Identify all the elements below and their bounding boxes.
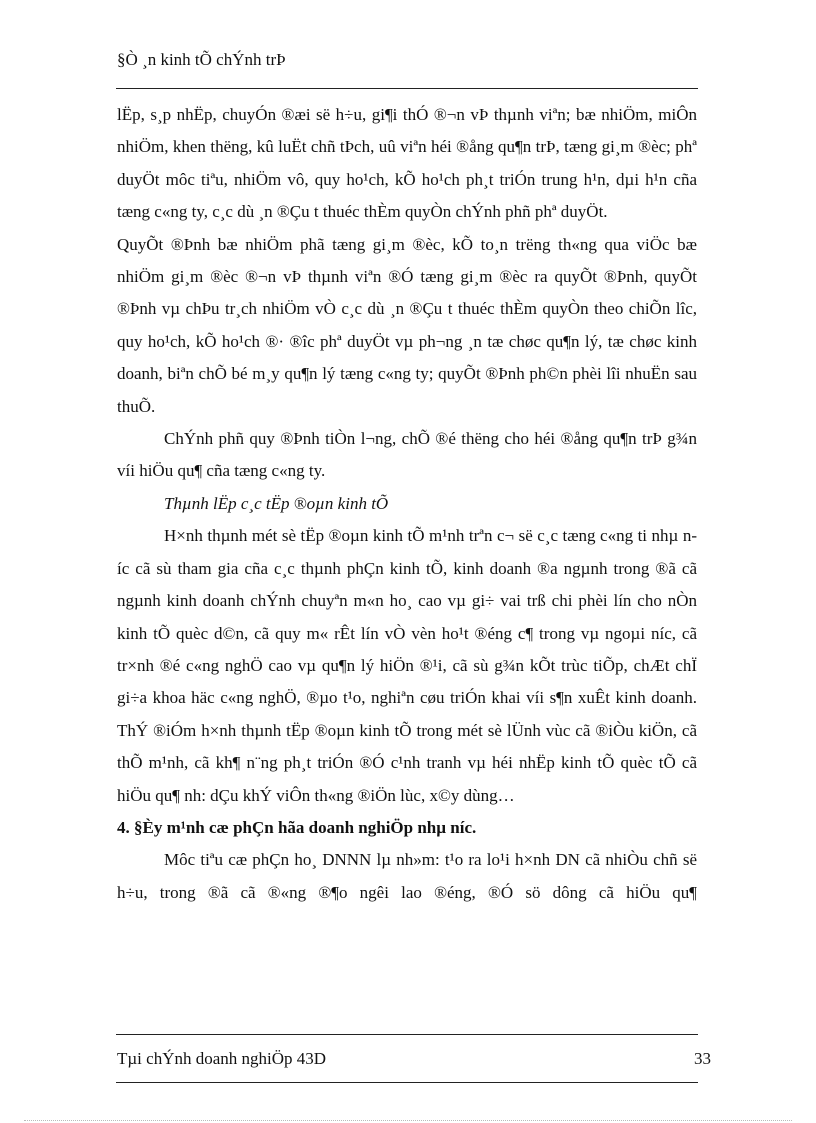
- footer-title: Tµi chÝnh doanh nghiÖp 43D: [117, 1049, 327, 1068]
- paragraph: ChÝnh phñ quy ®Þnh tiÒn l¬ng, chÕ ®é thëng cho héi ®ång qu¶n trÞ g¾n víi hiÖu qu¶ cña tæng c«ng ty.: [117, 429, 697, 481]
- footer-rule-bottom: [116, 1082, 698, 1083]
- paragraph: lËp, s¸p nhËp, chuyÓn ®æi së h÷u, gi¶i thÓ ®¬n vÞ thµnh viªn; bæ nhiÖm, miÔn nhiÖm, khen thëng, kû luËt chñ tÞch, uû viªn héi ®ång qu¶n trÞ, tæng gi¸m ®èc; phª duyÖt môc tiªu, nhiÖm vô, quy ho¹ch, kÕ ho¹ch ph¸t triÓn trung h¹n, dµi h¹n cña tæng c«ng ty, c¸c dù ¸n ®Çu t thuéc thÈm quyÒn chÝnh phñ phª duyÖt.: [117, 105, 697, 222]
- paragraph: QuyÕt ®Þnh bæ nhiÖm phã tæng gi¸m ®èc, kÕ to¸n trëng th«ng qua viÖc bæ nhiÖm gi¸m ®èc ®¬n vÞ thµnh viªn ®Ó tæng gi¸m ®èc ra quyÕt ®Þnh, quyÕt ®Þnh vµ chÞu tr¸ch nhiÖm vÒ c¸c dù ¸n ®Çu t thuéc thÈm quyÒn theo chiÕn lîc, quy ho¹ch, kÕ ho¹ch ®· ®îc phª duyÖt vµ ph¬ng ¸n tæ chøc qu¶n lý, tæ chøc kinh doanh, biªn chÕ bé m¸y qu¶n lý tæng c«ng ty; quyÕt ®Þnh ph©n phèi lîi nhuËn sau thuÕ.: [117, 234, 697, 416]
- page-edge-dotted-line: [24, 1120, 792, 1121]
- running-footer: [117, 1049, 711, 1069]
- paragraph: Môc tiªu cæ phÇn ho¸ DNNN lµ nh»m: t¹o ra lo¹i h×nh DN cã nhiÒu chñ së h÷u, trong ®ã cã ®«ng ®¶o ngêi lao ®éng, ®Ó sö dông cã hiÖu qu¶: [117, 850, 697, 902]
- section-heading: 4. §Èy m¹nh cæ phÇn hãa doanh nghiÖp nhµ níc.: [117, 817, 477, 837]
- header-rule: [116, 88, 698, 89]
- section-subheading: Thµnh lËp c¸c tËp ®oµn kinh tÕ: [164, 493, 389, 513]
- page-number: 33: [694, 1049, 711, 1068]
- running-header: §Ò ¸n kinh tÕ chÝnh trÞ: [117, 50, 286, 69]
- paragraph: H×nh thµnh mét sè tËp ®oµn kinh tÕ m¹nh trªn c¬ së c¸c tæng c«ng ti nhµ níc cã sù tham gia cña c¸c thµnh phÇn kinh tÕ, kinh doanh ®a ngµnh trong ®ã cã ngµnh kinh doanh chÝnh chuyªn m«n ho¸ cao vµ gi÷ vai trß chi phèi lín cho nÒn kinh tÕ quèc d©n, cã quy m« rÊt lín vÒ vèn ho¹t ®éng c¶ trong vµ ngoµi níc, cã tr×nh ®é c«ng nghÖ cao vµ qu¶n lý hiÖn ®¹i, cã sù g¾n kÕt trùc tiÕp, chÆt chÏ gi÷a khoa häc c«ng nghÖ, ®µo t¹o, nghiªn cøu triÓn khai víi s¶n xuÊt kinh doanh. ThÝ ®iÓm h×nh thµnh tËp ®oµn kinh tÕ trong mét sè lÜnh vùc cã ®iÒu kiÖn, cã thÕ m¹nh, cã kh¶ n¨ng ph¸t triÓn ®Ó c¹nh tranh vµ héi nhËp kinh tÕ quèc tÕ cã hiÖu qu¶ nh: dÇu khÝ viÔn th«ng ®iÖn lùc, x©y dùng…: [117, 526, 697, 805]
- footer-rule-top: [116, 1034, 698, 1035]
- body-text: [117, 99, 697, 909]
